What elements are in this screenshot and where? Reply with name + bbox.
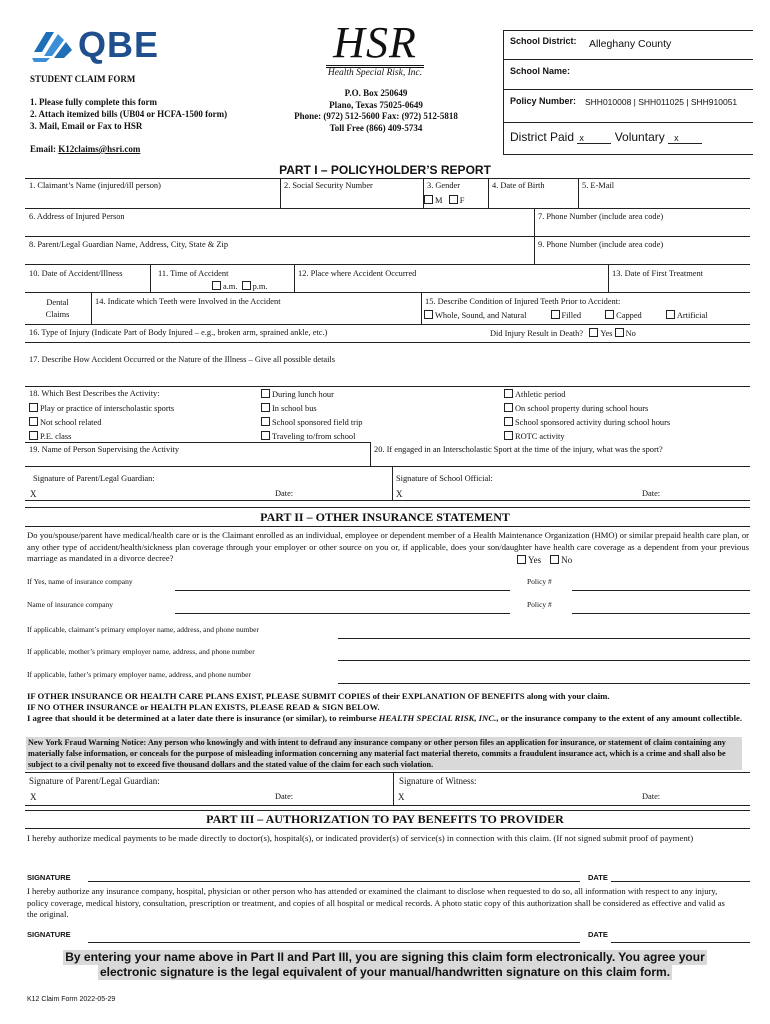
part3-title: PART III – AUTHORIZATION TO PAY BENEFITS TO PROVIDER <box>206 812 564 826</box>
instruction-2: 2. Attach itemized bills (UB04 or HCFA-1500 form) <box>30 109 228 119</box>
part3-auth-1: I hereby authorize medical payments to be made directly to doctor(s), hospital(s), or indicated provider(s) of service(s) in connection with this claim. (If not signed submit proof of payment) <box>27 833 694 843</box>
part3-signature-label-1: SIGNATURE <box>27 873 71 882</box>
claimant-employer-label: If applicable, claimant’s primary employer name, address, and phone number <box>27 625 260 634</box>
teeth-artificial-checkbox[interactable] <box>666 310 675 319</box>
policy-number-value[interactable]: SHH010008 | SHH011025 | SHH910051 <box>585 97 738 107</box>
gender-f-label: F <box>459 196 465 205</box>
sig-parent-label-p2: Signature of Parent/Legal Guardian: <box>29 776 160 786</box>
activity-field-trip-checkbox[interactable] <box>261 417 270 426</box>
hsr-subtitle: Health Special Risk, Inc. <box>327 68 423 78</box>
dental-label: Dental Claims <box>45 298 70 319</box>
field-ssn[interactable]: 2. Social Security Number <box>284 181 373 190</box>
activity-traveling-checkbox[interactable] <box>261 431 270 440</box>
district-paid-field[interactable]: x <box>577 133 611 144</box>
field-guardian[interactable]: 8. Parent/Legal Guardian Name, Address, City, State & Zip <box>29 240 229 249</box>
district-paid-label: District Paid <box>510 130 575 144</box>
school-district-label: School District: <box>510 36 577 46</box>
part3-date-label-2: DATE <box>588 930 608 939</box>
other-insurance-options: Yes No <box>517 555 572 565</box>
field-accident-description[interactable]: 17. Describe How Accident Occurred or the Nature of the Illness – Give all possible details <box>29 355 336 364</box>
form-title: STUDENT CLAIM FORM <box>30 74 136 84</box>
pm-checkbox[interactable] <box>242 281 251 290</box>
address-po-box: P.O. Box 250649 <box>344 88 408 98</box>
hsr-wordmark: HSR <box>333 18 417 67</box>
sig-parent-x-p2[interactable]: X <box>30 792 37 802</box>
email-line <box>30 144 140 154</box>
sig-parent-date-p1[interactable]: Date: <box>275 489 294 498</box>
sig-school-x[interactable]: X <box>396 489 403 499</box>
sig-witness-label: Signature of Witness: <box>399 776 477 786</box>
ins-company-yes-label: If Yes, name of insurance company <box>27 577 133 586</box>
activity-rotc-checkbox[interactable] <box>504 431 513 440</box>
qbe-wordmark: QBE <box>78 24 160 65</box>
field-sport[interactable]: 20. If engaged in an Interscholastic Sport at the time of the injury, what was the sport? <box>374 445 663 454</box>
sig-witness-x[interactable]: X <box>398 792 405 802</box>
sig-school-label: Signature of School Official: <box>396 474 493 483</box>
qbe-emblem-icon <box>30 26 74 64</box>
gender-m-label: M <box>435 196 443 205</box>
sig-parent-date-p2[interactable]: Date: <box>275 792 294 801</box>
address-toll-free: Toll Free (866) 409-5734 <box>329 122 423 133</box>
activity-lunch-checkbox[interactable] <box>261 389 270 398</box>
activity-sponsored-checkbox[interactable] <box>504 417 513 426</box>
ny-fraud-warning: New York Fraud Warning Notice: Any person who knowingly and with intent to defraud any insurance company or other person files an application for insurance, or statement of claim containing any materially false information, or conceals for the purpose of misleading information concerning any material fact material thereto, commits a fraudulent insurance act, which is a crime and shall also be subject to a civil penalty not to exceed five thousand dollars and the stated value of the claim for each such violation. <box>26 737 742 770</box>
field-address[interactable]: 6. Address of Injured Person <box>29 212 125 221</box>
school-name-label: School Name: <box>510 66 571 76</box>
activity-col1: Play or practice of interscholastic sports Not school related P.E. class <box>29 402 174 444</box>
field-supervisor[interactable]: 19. Name of Person Supervising the Activity <box>29 445 180 454</box>
death-no-checkbox[interactable] <box>615 328 624 337</box>
activity-property-checkbox[interactable] <box>504 403 513 412</box>
part3-date-label-1: DATE <box>588 873 608 882</box>
voluntary-field[interactable]: x <box>668 133 702 144</box>
field-first-treatment[interactable]: 13. Date of First Treatment <box>612 269 703 278</box>
gender-f-checkbox[interactable] <box>449 195 458 204</box>
mother-employer-label: If applicable, mother’s primary employer name, address, and phone number <box>27 647 255 656</box>
activity-sports-checkbox[interactable] <box>29 403 38 412</box>
ins-company-yes-field[interactable] <box>175 590 510 591</box>
teeth-capped-checkbox[interactable] <box>605 310 614 319</box>
teeth-whole-checkbox[interactable] <box>424 310 433 319</box>
part3-date-field-2[interactable] <box>611 942 750 943</box>
field-guardian-phone[interactable]: 9. Phone Number (include area code) <box>538 240 664 249</box>
gender-m-checkbox[interactable] <box>424 195 433 204</box>
part3-signature-label-2: SIGNATURE <box>27 930 71 939</box>
part2-intro: Do you/spouse/parent have medical/health care or is the Claimant enrolled as an individual, employee or dependent member of a Health Maintenance Organization (HMO) or similar prepaid health care plan, or any other type of accident/health/sickness plan coverage through your employer or other source on you or, if applicable, does your son/daughter have health care coverage as a dependent from your previous marriage as mandated in a divorce decree? <box>27 530 749 563</box>
field-dob[interactable]: 4. Date of Birth <box>492 181 545 190</box>
pm-label: p.m. <box>252 282 268 291</box>
time-ampm <box>212 281 268 291</box>
field-injury-type[interactable]: 16. Type of Injury (Indicate Part of Body Injured – e.g., broken arm, sprained ankle, etc.) <box>29 328 328 337</box>
death-yes-checkbox[interactable] <box>589 328 598 337</box>
activity-athletic-checkbox[interactable] <box>504 389 513 398</box>
part3-signature-field-1[interactable] <box>88 881 580 882</box>
part3-date-field-1[interactable] <box>611 881 750 882</box>
district-paid-row <box>510 130 702 144</box>
esign-notice-line-2: electronic signature is the legal equivalent of your manual/handwritten signature on this claim form. <box>99 965 671 979</box>
field-claimant-name[interactable]: 1. Claimant’s Name (injured/ill person) <box>29 181 161 190</box>
email-label: Email: <box>30 144 56 154</box>
hsr-logo <box>320 18 430 82</box>
part2-title: PART II – OTHER INSURANCE STATEMENT <box>260 510 510 524</box>
policy-no-label-1: Policy # <box>527 577 552 586</box>
part2-agree-text: I agree that should it be determined at a later date there is insurance (or similar), to reimburse HEALTH SPECIAL RISK, INC., or the insurance company to the extent of any amount collectible. <box>27 713 743 723</box>
am-label: a.m. <box>223 282 238 291</box>
policy-no-field-1[interactable] <box>572 590 750 591</box>
other-ins-yes-checkbox[interactable] <box>517 555 526 564</box>
teeth-filled-checkbox[interactable] <box>551 310 560 319</box>
address-phone-fax: Phone: (972) 512-5600 Fax: (972) 512-5818 <box>294 111 458 121</box>
gender-options <box>424 195 464 205</box>
ins-company-label: Name of insurance company <box>27 600 114 609</box>
field-teeth[interactable]: 14. Indicate which Teeth were Involved in the Accident <box>95 297 281 306</box>
sig-parent-x-p1[interactable]: X <box>30 489 37 499</box>
field-accident-place[interactable]: 12. Place where Accident Occurred <box>298 269 417 278</box>
activity-pe-checkbox[interactable] <box>29 431 38 440</box>
form-id: K12 Claim Form 2022-05-29 <box>27 996 116 1003</box>
sig-witness-date[interactable]: Date: <box>642 792 661 801</box>
father-employer-field[interactable] <box>338 683 750 684</box>
death-question-label: Did Injury Result in Death? <box>490 329 584 338</box>
policy-number-label: Policy Number: <box>510 96 577 106</box>
field-accident-date[interactable]: 10. Date of Accident/Illness <box>29 269 123 278</box>
esign-notice-line-1: By entering your name above in Part II and Part III, you are signing this claim form electronically. You agree your <box>65 950 705 964</box>
email-link[interactable]: K12claims@hsri.com <box>58 144 141 154</box>
field-accident-time[interactable]: 11. Time of Accident <box>158 269 229 278</box>
part3-signature-field-2[interactable] <box>88 942 580 943</box>
policy-no-field-2[interactable] <box>572 613 750 614</box>
am-checkbox[interactable] <box>212 281 221 290</box>
voluntary-label: Voluntary <box>614 130 665 144</box>
school-district-value[interactable]: Alleghany County <box>589 38 672 50</box>
activity-bus-checkbox[interactable] <box>261 403 270 412</box>
esign-notice <box>0 950 770 980</box>
sig-school-date[interactable]: Date: <box>642 489 661 498</box>
other-ins-no-checkbox[interactable] <box>550 555 559 564</box>
field-activity: 18. Which Best Describes the Activity: <box>29 389 160 398</box>
death-question: Did Injury Result in Death? Yes No <box>490 329 636 338</box>
field-gender: 3. Gender <box>427 181 461 190</box>
address-city: Plano, Texas 75025-0649 <box>329 99 423 110</box>
part2-bold-notice-1: IF OTHER INSURANCE OR HEALTH CARE PLANS EXIST, PLEASE SUBMIT COPIES of their EXPLANATION OF BENEFITS along with your claim. <box>27 691 610 701</box>
part2-bold-notice-2: IF NO OTHER INSURANCE or HEALTH PLAN EXISTS, PLEASE READ & SIGN BELOW. <box>27 702 380 712</box>
field-email[interactable]: 5. E-Mail <box>582 181 615 190</box>
qbe-logo <box>30 26 180 66</box>
part1-title: PART I – POLICYHOLDER’S REPORT <box>279 163 491 177</box>
policy-no-label-2: Policy # <box>527 600 552 609</box>
activity-col2: During lunch hour In school bus School sponsored field trip Traveling to/from school <box>261 388 363 444</box>
sig-parent-label-p1: Signature of Parent/Legal Guardian: <box>33 474 155 483</box>
instruction-3: 3. Mail, Email or Fax to HSR <box>30 121 143 131</box>
teeth-condition-options: Whole, Sound, and Natural Filled Capped Artificial <box>424 310 744 320</box>
activity-not-school-checkbox[interactable] <box>29 417 38 426</box>
field-phone[interactable]: 7. Phone Number (include area code) <box>538 212 664 221</box>
claimant-employer-field[interactable] <box>338 638 750 639</box>
mother-employer-field[interactable] <box>338 660 750 661</box>
activity-col3: Athletic period On school property during school hours School sponsored activity during school hours ROTC activity <box>504 388 670 444</box>
part3-auth-2: I hereby authorize any insurance company, hospital, physician or other person who has attended or examined the claimant to disclose when requested to do so, all information with respect to any injury, policy coverage, medical history, consultation, prescription or treatment, and copies of all hospital or medical records. A photo static copy of this authorization shall be considered as effective and valid as the original. <box>27 886 725 919</box>
father-employer-label: If applicable, father’s primary employer name, address, and phone number <box>27 670 251 679</box>
instruction-1: 1. Please fully complete this form <box>30 97 157 107</box>
ins-company-field[interactable] <box>175 613 510 614</box>
field-teeth-condition: 15. Describe Condition of Injured Teeth Prior to Accident: <box>425 297 621 306</box>
address-block <box>276 88 476 134</box>
